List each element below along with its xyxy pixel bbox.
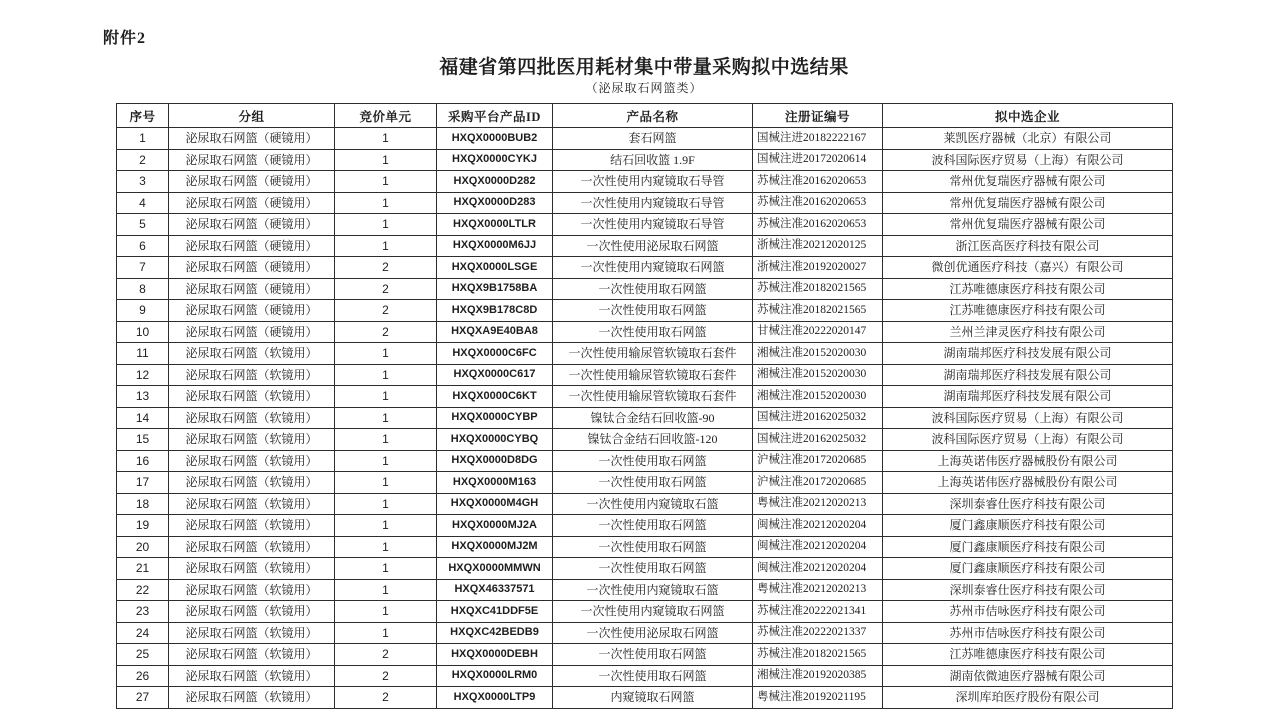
table-cell: 10: [117, 321, 169, 343]
table-row: [117, 149, 1173, 171]
table-cell: 兰州兰津灵医疗科技有限公司: [883, 321, 1173, 343]
table-cell: 微创优通医疗科技（嘉兴）有限公司: [883, 257, 1173, 279]
table-row: [117, 235, 1173, 257]
table-cell: 粤械注准20212020213: [753, 579, 883, 601]
table-row: [117, 364, 1173, 386]
table-cell: HXQX0000C6KT: [437, 386, 553, 408]
table-cell: 1: [335, 601, 437, 623]
table-cell: 1: [335, 386, 437, 408]
table-cell: 1: [335, 472, 437, 494]
table-cell: 1: [335, 214, 437, 236]
table-cell: 泌尿取石网篮（软镜用）: [169, 429, 335, 451]
table-cell: 一次性使用内窥镜取石导管: [553, 192, 753, 214]
table-cell: 苏械注准20222021337: [753, 622, 883, 644]
table-cell: 27: [117, 687, 169, 709]
table-cell: 1: [335, 149, 437, 171]
table-cell: 江苏唯德康医疗科技有限公司: [883, 300, 1173, 322]
table-cell: 泌尿取石网篮（软镜用）: [169, 601, 335, 623]
table-cell: 一次性使用内窥镜取石导管: [553, 214, 753, 236]
table-cell: 苏械注准20182021565: [753, 300, 883, 322]
table-row: [117, 171, 1173, 193]
table-cell: 泌尿取石网篮（软镜用）: [169, 493, 335, 515]
table-cell: 12: [117, 364, 169, 386]
table-cell: HXQX0000M163: [437, 472, 553, 494]
table-cell: HXQX0000DEBH: [437, 644, 553, 666]
table-cell: 1: [335, 429, 437, 451]
table-cell: 1: [335, 622, 437, 644]
table-cell: 15: [117, 429, 169, 451]
table-cell: 1: [335, 171, 437, 193]
table-row: [117, 665, 1173, 687]
table-cell: 2: [335, 665, 437, 687]
table-cell: 深圳库珀医疗股份有限公司: [883, 687, 1173, 709]
table-cell: HXQX0000BUB2: [437, 128, 553, 150]
table-row: [117, 644, 1173, 666]
table-cell: 2: [335, 321, 437, 343]
table-cell: HXQX0000C6FC: [437, 343, 553, 365]
table-cell: 粤械注准20212020213: [753, 493, 883, 515]
table-row: [117, 128, 1173, 150]
table-cell: 沪械注准20172020685: [753, 472, 883, 494]
table-cell: 23: [117, 601, 169, 623]
table-cell: 泌尿取石网篮（软镜用）: [169, 622, 335, 644]
table-cell: HXQX9B1758BA: [437, 278, 553, 300]
table-cell: 泌尿取石网篮（软镜用）: [169, 665, 335, 687]
table-cell: 2: [335, 300, 437, 322]
table-cell: 20: [117, 536, 169, 558]
table-row: [117, 429, 1173, 451]
table-cell: 1: [335, 407, 437, 429]
table-cell: 泌尿取石网篮（硬镜用）: [169, 171, 335, 193]
table-row: [117, 687, 1173, 709]
table-cell: 苏械注准20162020653: [753, 192, 883, 214]
table-cell: HXQX0000MJ2M: [437, 536, 553, 558]
table-cell: 1: [335, 515, 437, 537]
table-cell: 17: [117, 472, 169, 494]
table-cell: 湘械注准20152020030: [753, 386, 883, 408]
table-cell: 13: [117, 386, 169, 408]
table-cell: 泌尿取石网篮（硬镜用）: [169, 235, 335, 257]
table-cell: 18: [117, 493, 169, 515]
table-cell: 上海英诺伟医疗器械股份有限公司: [883, 472, 1173, 494]
table-cell: 泌尿取石网篮（硬镜用）: [169, 128, 335, 150]
table-cell: 泌尿取石网篮（软镜用）: [169, 687, 335, 709]
table-header-row: [117, 104, 1173, 128]
table-cell: 苏械注准20162020653: [753, 171, 883, 193]
table-cell: 9: [117, 300, 169, 322]
table-cell: 套石网篮: [553, 128, 753, 150]
table-row: [117, 472, 1173, 494]
table-cell: 厦门鑫康顺医疗科技有限公司: [883, 515, 1173, 537]
table-row: [117, 278, 1173, 300]
results-table: [116, 103, 1173, 709]
table-cell: 一次性使用取石网篮: [553, 536, 753, 558]
table-cell: 国械注进20162025032: [753, 407, 883, 429]
table-cell: 湘械注准20192020385: [753, 665, 883, 687]
table-body: [117, 128, 1173, 709]
table-cell: 泌尿取石网篮（软镜用）: [169, 364, 335, 386]
table-cell: 厦门鑫康顺医疗科技有限公司: [883, 536, 1173, 558]
table-cell: HXQXA9E40BA8: [437, 321, 553, 343]
header-cell: 采购平台产品ID: [437, 104, 553, 128]
table-cell: 8: [117, 278, 169, 300]
table-cell: 1: [335, 128, 437, 150]
table-row: [117, 558, 1173, 580]
table-cell: 一次性使用内窥镜取石导管: [553, 171, 753, 193]
table-cell: 21: [117, 558, 169, 580]
table-cell: HXQX0000D8DG: [437, 450, 553, 472]
table-cell: 泌尿取石网篮（软镜用）: [169, 558, 335, 580]
table-cell: 16: [117, 450, 169, 472]
table-cell: 5: [117, 214, 169, 236]
table-cell: 国械注进20172020614: [753, 149, 883, 171]
table-cell: 波科国际医疗贸易（上海）有限公司: [883, 149, 1173, 171]
table-cell: 一次性使用内窥镜取石网篮: [553, 601, 753, 623]
table-cell: 沪械注准20172020685: [753, 450, 883, 472]
table-cell: HXQX0000LRM0: [437, 665, 553, 687]
table-cell: 泌尿取石网篮（硬镜用）: [169, 257, 335, 279]
table-cell: HXQX0000LTLR: [437, 214, 553, 236]
table-cell: 1: [335, 493, 437, 515]
table-cell: 浙械注准20212020125: [753, 235, 883, 257]
table-cell: 3: [117, 171, 169, 193]
table-row: [117, 343, 1173, 365]
table-cell: 镍钛合金结石回收篮-90: [553, 407, 753, 429]
table-cell: HXQX0000CYKJ: [437, 149, 553, 171]
table-cell: 湖南瑞邦医疗科技发展有限公司: [883, 364, 1173, 386]
table-cell: HXQX0000D283: [437, 192, 553, 214]
table-cell: 一次性使用取石网篮: [553, 472, 753, 494]
table-cell: 一次性使用内窥镜取石篮: [553, 579, 753, 601]
table-cell: 国械注进20182222167: [753, 128, 883, 150]
table-cell: 一次性使用取石网篮: [553, 321, 753, 343]
table-cell: 22: [117, 579, 169, 601]
table-cell: 江苏唯德康医疗科技有限公司: [883, 644, 1173, 666]
table-cell: 苏械注准20162020653: [753, 214, 883, 236]
table-cell: 6: [117, 235, 169, 257]
table-cell: 1: [335, 450, 437, 472]
table-cell: 内窥镜取石网篮: [553, 687, 753, 709]
table-cell: 一次性使用泌尿取石网篮: [553, 235, 753, 257]
header-cell: 注册证编号: [753, 104, 883, 128]
page-subtitle: （泌尿取石网篮类）: [585, 81, 703, 95]
table-cell: 14: [117, 407, 169, 429]
table-head: [117, 104, 1173, 128]
table-cell: 镍钛合金结石回收篮-120: [553, 429, 753, 451]
table-row: [117, 515, 1173, 537]
table-cell: 闽械注准20212020204: [753, 515, 883, 537]
table-cell: 一次性使用取石网篮: [553, 558, 753, 580]
table-cell: 2: [117, 149, 169, 171]
table-cell: 4: [117, 192, 169, 214]
table-cell: 一次性使用取石网篮: [553, 644, 753, 666]
table-cell: HXQX0000LSGE: [437, 257, 553, 279]
table-cell: 上海英诺伟医疗器械股份有限公司: [883, 450, 1173, 472]
table-cell: HXQX0000M4GH: [437, 493, 553, 515]
table-cell: 一次性使用输尿管软镜取石套件: [553, 386, 753, 408]
table-cell: 泌尿取石网篮（硬镜用）: [169, 149, 335, 171]
table-cell: 一次性使用输尿管软镜取石套件: [553, 343, 753, 365]
table-cell: 一次性使用输尿管软镜取石套件: [553, 364, 753, 386]
table-cell: 泌尿取石网篮（软镜用）: [169, 407, 335, 429]
table-cell: 常州优复瑞医疗器械有限公司: [883, 214, 1173, 236]
page-title: 福建省第四批医用耗材集中带量采购拟中选结果: [439, 57, 849, 78]
table-cell: HXQX0000CYBQ: [437, 429, 553, 451]
table-cell: 闽械注准20212020204: [753, 558, 883, 580]
table-cell: 一次性使用泌尿取石网篮: [553, 622, 753, 644]
table-row: [117, 579, 1173, 601]
table-cell: 泌尿取石网篮（软镜用）: [169, 515, 335, 537]
table-cell: 7: [117, 257, 169, 279]
table-cell: HXQX0000LTP9: [437, 687, 553, 709]
table-cell: 苏州市佶咏医疗科技有限公司: [883, 601, 1173, 623]
table-cell: HXQX0000D282: [437, 171, 553, 193]
table-cell: 泌尿取石网篮（软镜用）: [169, 579, 335, 601]
table-cell: 泌尿取石网篮（软镜用）: [169, 386, 335, 408]
table-cell: 厦门鑫康顺医疗科技有限公司: [883, 558, 1173, 580]
table-cell: 2: [335, 687, 437, 709]
table-cell: 深圳泰睿仕医疗科技有限公司: [883, 493, 1173, 515]
table-cell: 闽械注准20212020204: [753, 536, 883, 558]
table-cell: 2: [335, 257, 437, 279]
table-cell: 苏械注准20222021341: [753, 601, 883, 623]
table-cell: 常州优复瑞医疗器械有限公司: [883, 192, 1173, 214]
table-cell: HXQX0000CYBP: [437, 407, 553, 429]
table-cell: 一次性使用取石网篮: [553, 450, 753, 472]
table-cell: 泌尿取石网篮（硬镜用）: [169, 278, 335, 300]
table-cell: 国械注进20162025032: [753, 429, 883, 451]
header-cell: 序号: [117, 104, 169, 128]
table-cell: 深圳泰睿仕医疗科技有限公司: [883, 579, 1173, 601]
table-cell: 泌尿取石网篮（软镜用）: [169, 536, 335, 558]
table-row: [117, 622, 1173, 644]
table-row: [117, 321, 1173, 343]
table-cell: 莱凯医疗器械（北京）有限公司: [883, 128, 1173, 150]
table-cell: 一次性使用取石网篮: [553, 278, 753, 300]
table-cell: 1: [335, 364, 437, 386]
header-cell: 竞价单元: [335, 104, 437, 128]
table-cell: 湖南瑞邦医疗科技发展有限公司: [883, 386, 1173, 408]
table-cell: 泌尿取石网篮（软镜用）: [169, 343, 335, 365]
table-row: [117, 192, 1173, 214]
table-cell: 泌尿取石网篮（硬镜用）: [169, 300, 335, 322]
table-cell: 泌尿取石网篮（硬镜用）: [169, 321, 335, 343]
table-cell: 粤械注准20192021195: [753, 687, 883, 709]
table-cell: 江苏唯德康医疗科技有限公司: [883, 278, 1173, 300]
table-row: [117, 493, 1173, 515]
table-cell: HXQXC42BEDB9: [437, 622, 553, 644]
table-cell: 泌尿取石网篮（软镜用）: [169, 472, 335, 494]
header-cell: 拟中选企业: [883, 104, 1173, 128]
table-cell: 泌尿取石网篮（硬镜用）: [169, 192, 335, 214]
table-cell: 1: [335, 536, 437, 558]
table-cell: 泌尿取石网篮（软镜用）: [169, 644, 335, 666]
table-cell: 湖南依微迪医疗器械有限公司: [883, 665, 1173, 687]
table-cell: HXQXC41DDF5E: [437, 601, 553, 623]
attachment-label: 附件2: [103, 30, 147, 47]
table-cell: HXQX0000C617: [437, 364, 553, 386]
table-cell: 1: [335, 558, 437, 580]
table-cell: 泌尿取石网篮（软镜用）: [169, 450, 335, 472]
table-cell: 24: [117, 622, 169, 644]
table-cell: 一次性使用取石网篮: [553, 300, 753, 322]
table-cell: 湘械注准20152020030: [753, 364, 883, 386]
table-cell: 1: [335, 192, 437, 214]
table-cell: HXQX0000MJ2A: [437, 515, 553, 537]
table-cell: 11: [117, 343, 169, 365]
table-cell: 甘械注准20222020147: [753, 321, 883, 343]
table-cell: 1: [335, 235, 437, 257]
table-cell: 湘械注准20152020030: [753, 343, 883, 365]
table-cell: 苏械注准20182021565: [753, 644, 883, 666]
table-row: [117, 257, 1173, 279]
table-cell: 2: [335, 644, 437, 666]
table-cell: 2: [335, 278, 437, 300]
table-cell: 常州优复瑞医疗器械有限公司: [883, 171, 1173, 193]
table-cell: 25: [117, 644, 169, 666]
table-cell: 波科国际医疗贸易（上海）有限公司: [883, 407, 1173, 429]
header-cell: 产品名称: [553, 104, 753, 128]
table-cell: 1: [335, 579, 437, 601]
table-cell: HXQX0000MMWN: [437, 558, 553, 580]
table-cell: 泌尿取石网篮（硬镜用）: [169, 214, 335, 236]
table-row: [117, 407, 1173, 429]
table-cell: 1: [335, 343, 437, 365]
table-cell: 一次性使用内窥镜取石篮: [553, 493, 753, 515]
header-cell: 分组: [169, 104, 335, 128]
table-cell: HXQX0000M6JJ: [437, 235, 553, 257]
table-row: [117, 300, 1173, 322]
table-row: [117, 386, 1173, 408]
table-row: [117, 214, 1173, 236]
table-cell: HXQX9B178C8D: [437, 300, 553, 322]
table-row: [117, 536, 1173, 558]
table-cell: 一次性使用取石网篮: [553, 515, 753, 537]
table-cell: 26: [117, 665, 169, 687]
table-cell: 结石回收篮 1.9F: [553, 149, 753, 171]
table-cell: 19: [117, 515, 169, 537]
table-cell: 苏州市佶咏医疗科技有限公司: [883, 622, 1173, 644]
table-cell: 湖南瑞邦医疗科技发展有限公司: [883, 343, 1173, 365]
table-cell: 苏械注准20182021565: [753, 278, 883, 300]
table-cell: 1: [117, 128, 169, 150]
table-cell: 一次性使用取石网篮: [553, 665, 753, 687]
table-cell: 浙械注准20192020027: [753, 257, 883, 279]
table-cell: 波科国际医疗贸易（上海）有限公司: [883, 429, 1173, 451]
table-cell: 浙江医高医疗科技有限公司: [883, 235, 1173, 257]
table-row: [117, 601, 1173, 623]
table-row: [117, 450, 1173, 472]
table-cell: HXQX46337571: [437, 579, 553, 601]
table-cell: 一次性使用内窥镜取石网篮: [553, 257, 753, 279]
